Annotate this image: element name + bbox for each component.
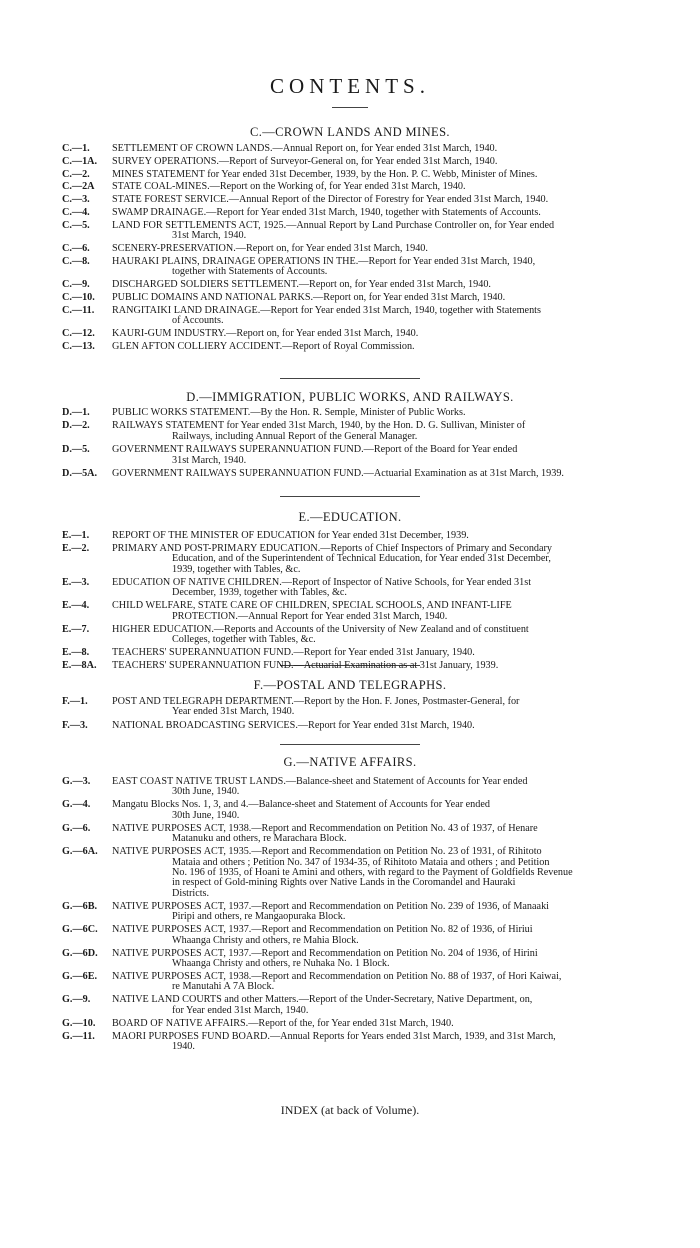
entry-code: C.—10. — [62, 291, 95, 303]
entry-title: REPORT OF THE MINISTER OF EDUCATION for Year ended 31st December, 1939. — [112, 530, 469, 541]
contents-entry — [62, 777, 670, 798]
contents-entry — [62, 469, 670, 479]
entry-continuation: of Accounts. — [172, 315, 224, 326]
entry-continuation: 31st March, 1940. — [172, 454, 247, 466]
contents-entry — [62, 601, 670, 622]
entry-title: BOARD OF NATIVE AFFAIRS.—Report of the, for Year ended 31st March, 1940. — [112, 1017, 454, 1029]
entry-title: NATIVE PURPOSES ACT, 1938.—Report and Recommendation on Petition No. 43 of 1937, of Henare — [112, 822, 538, 834]
entry-continuation: Districts. — [172, 887, 210, 899]
contents-entry — [62, 170, 670, 180]
entry-title: SETTLEMENT OF CROWN LANDS.—Annual Report on, for Year ended 31st March, 1940. — [112, 143, 498, 154]
entry-continuation: Year ended 31st March, 1940. — [172, 706, 295, 718]
contents-entry — [62, 306, 670, 327]
entry-continuation: together with Statements of Accounts. — [172, 266, 328, 278]
entry-title: GOVERNMENT RAILWAYS SUPERANNUATION FUND.—Actuarial Examination as at 31st March, 1939. — [112, 468, 564, 479]
entry-code: E.—8. — [62, 647, 90, 658]
contents-entry — [62, 531, 670, 541]
title-rule — [332, 107, 368, 108]
contents-entry — [62, 329, 670, 339]
entry-code: D.—5A. — [62, 468, 98, 479]
entry-continuation: 30th June, 1940. — [172, 786, 240, 798]
entry-code: E.—3. — [62, 576, 90, 588]
contents-entry — [62, 280, 670, 290]
entry-title: STATE COAL-MINES.—Report on the Working of, for Year ended 31st March, 1940. — [112, 181, 466, 193]
contents-entry — [62, 221, 670, 242]
entry-code: C.—6. — [62, 243, 90, 254]
entry-continuation: Whaanga Christy and others, re Mahia Block. — [172, 934, 359, 946]
entry-title: HIGHER EDUCATION.—Reports and Accounts of the University of New Zealand and of constituent — [112, 623, 529, 635]
entry-code: E.—1. — [62, 530, 90, 541]
contents-entry — [62, 1032, 670, 1053]
entry-continuation: in respect of Gold-mining Rights over Native Lands in the Coromandel and Hauraki — [172, 877, 516, 889]
entry-continuation: Colleges, together with Tables, &c. — [172, 634, 316, 645]
entry-code: E.—8A. — [62, 660, 97, 671]
contents-entry — [62, 902, 670, 923]
contents-entry — [62, 293, 670, 303]
entry-title: SCENERY-PRESERVATION.—Report on, for Year ended 31st March, 1940. — [112, 243, 428, 254]
contents-entry — [62, 157, 670, 167]
contents-entry — [62, 995, 670, 1016]
contents-entry — [62, 824, 670, 845]
entry-continuation: 31st March, 1940. — [172, 230, 247, 242]
contents-entry — [62, 208, 670, 218]
contents-entry — [62, 1019, 670, 1029]
entry-title: NATIVE PURPOSES ACT, 1937.—Report and Recommendation on Petition No. 239 of 1936, of Manaaki — [112, 900, 549, 912]
contents-entry — [62, 445, 670, 466]
contents-entry — [62, 342, 670, 352]
entry-continuation: Piripi and others, re Mangaopuraka Block. — [172, 911, 346, 923]
entry-title: EDUCATION OF NATIVE CHILDREN.—Report of Inspector of Native Schools, for Year ended 31st — [112, 576, 532, 588]
entry-code: C.—11. — [62, 304, 95, 316]
entry-title: Mangatu Blocks Nos. 1, 3, and 4.—Balance-sheet and Statement of Accounts for Year ended — [112, 799, 490, 811]
contents-entry — [62, 421, 670, 442]
entry-code: E.—2. — [62, 543, 90, 554]
entry-title: SWAMP DRAINAGE.—Report for Year ended 31st March, 1940, together with Statements of Accounts. — [112, 207, 541, 218]
entry-continuation: Matanuku and others, re Marachara Block. — [172, 833, 347, 845]
contents-entry — [62, 578, 670, 599]
section-heading-f: F.—POSTAL AND TELEGRAPHS. — [253, 678, 447, 692]
entry-code: G.—6. — [62, 822, 91, 834]
entry-title: EAST COAST NATIVE TRUST LANDS.—Balance-sheet and Statement of Accounts for Year ended — [112, 776, 528, 787]
entry-title: STATE FOREST SERVICE.—Annual Report of the Director of Forestry for Year ended 31st March, 1940. — [112, 194, 549, 206]
contents-entry — [62, 625, 670, 646]
section-heading-e: E.—EDUCATION. — [298, 510, 402, 524]
entry-code: G.—11. — [62, 1030, 95, 1042]
contents-entry — [62, 648, 670, 658]
entry-continuation: 30th June, 1940. — [172, 809, 240, 821]
section-divider — [280, 496, 420, 497]
entry-continuation: Education, and of the Superintendent of Technical Education, for Year ended 31st December, — [172, 553, 551, 565]
entry-code: C.—2A — [62, 181, 95, 193]
contents-entry — [62, 195, 670, 205]
entry-code: G.—10. — [62, 1017, 96, 1029]
entry-title: LAND FOR SETTLEMENTS ACT, 1925.—Annual Report by Land Purchase Controller on, for Year ended — [112, 219, 555, 231]
section-divider — [280, 744, 420, 745]
entry-title: PRIMARY AND POST-PRIMARY EDUCATION.—Reports of Chief Inspectors of Primary and Secondary — [112, 543, 553, 554]
contents-entry — [62, 949, 670, 970]
entry-title: NATIONAL BROADCASTING SERVICES.—Report for Year ended 31st March, 1940. — [112, 720, 475, 732]
page-title: CONTENTS. — [270, 74, 430, 98]
entry-code: G.—3. — [62, 776, 91, 787]
entry-title: KAURI-GUM INDUSTRY.—Report on, for Year ended 31st March, 1940. — [112, 327, 419, 339]
entry-code: C.—1. — [62, 143, 90, 154]
contents-entry — [62, 697, 670, 718]
entry-code: C.—4. — [62, 207, 90, 218]
contents-entry — [62, 972, 670, 993]
contents-entry — [62, 257, 670, 278]
entry-code: C.—13. — [62, 340, 95, 352]
entry-title: DISCHARGED SOLDIERS SETTLEMENT.—Report on, for Year ended 31st March, 1940. — [112, 279, 491, 290]
entry-code: C.—9. — [62, 279, 90, 290]
entry-code: G.—6A. — [62, 846, 98, 858]
entry-continuation: Whaanga Christy and others, re Nuhaka No. 1 Block. — [172, 958, 390, 969]
entry-title: NATIVE PURPOSES ACT, 1937.—Report and Recommendation on Petition No. 82 of 1936, of Hiriui — [112, 924, 533, 936]
entry-continuation: December, 1939, together with Tables, &c. — [172, 587, 347, 599]
section-heading-c: C.—CROWN LANDS AND MINES. — [250, 125, 450, 139]
section-heading-g: G.—NATIVE AFFAIRS. — [283, 755, 417, 769]
contents-entry — [62, 800, 670, 821]
entry-title: PUBLIC WORKS STATEMENT.—By the Hon. R. Semple, Minister of Public Works. — [112, 407, 466, 418]
entry-continuation: Mataia and others ; Petition No. 347 of 1934-35, of Rihitoto Mataia and others ; and Petition — [172, 856, 550, 868]
section-heading-d: D.—IMMIGRATION, PUBLIC WORKS, AND RAILWAYS. — [186, 390, 514, 404]
entry-code: C.—3. — [62, 194, 90, 206]
entry-title: NATIVE PURPOSES ACT, 1935.—Report and Recommendation on Petition No. 23 of 1931, of Rihitoto — [112, 846, 542, 858]
entry-continuation: PROTECTION.—Annual Report for Year ended 31st March, 1940. — [172, 610, 448, 622]
entry-code: D.—2. — [62, 420, 90, 432]
contents-entry — [62, 244, 670, 254]
contents-entry — [62, 144, 670, 154]
entry-title: PUBLIC DOMAINS AND NATIONAL PARKS.—Report on, for Year ended 31st March, 1940. — [112, 291, 506, 303]
entry-code: G.—9. — [62, 994, 91, 1006]
entry-code: C.—8. — [62, 255, 90, 267]
entry-title: HAURAKI PLAINS, DRAINAGE OPERATIONS IN THE.—Report for Year ended 31st March, 1940, — [112, 255, 536, 267]
entry-code: C.—1A. — [62, 155, 98, 167]
entry-continuation: for Year ended 31st March, 1940. — [172, 1004, 309, 1016]
entry-continuation: re Manutahi A 7A Block. — [172, 981, 275, 993]
contents-entry — [62, 925, 670, 946]
entry-title: POST AND TELEGRAPH DEPARTMENT.—Report by the Hon. F. Jones, Postmaster-General, for — [112, 696, 520, 707]
contents-entry — [62, 408, 670, 418]
entry-code: D.—1. — [62, 407, 90, 418]
entry-title: NATIVE PURPOSES ACT, 1938.—Report and Recommendation on Petition No. 88 of 1937, of Hori Kaiwai, — [112, 971, 562, 982]
contents-entry — [62, 182, 670, 192]
index-note: INDEX (at back of Volume). — [280, 1103, 420, 1117]
entry-title: RAILWAYS STATEMENT for Year ended 31st March, 1940, by the Hon. D. G. Sullivan, Minister of — [112, 420, 526, 432]
entry-code: G.—4. — [62, 799, 91, 811]
entry-continuation: No. 196 of 1935, of Hoani te Amini and others, with regard to the Payment of Goldfields Revenue — [172, 867, 573, 878]
entry-code: F.—1. — [62, 696, 88, 707]
entry-title: TEACHERS' SUPERANNUATION FUND.—Actuarial Examination as at 31st January, 1939. — [112, 660, 499, 671]
entry-code: E.—4. — [62, 600, 90, 612]
entry-title: MAORI PURPOSES FUND BOARD.—Annual Reports for Years ended 31st March, 1939, and 31st March, — [112, 1030, 556, 1042]
entry-code: C.—5. — [62, 219, 90, 231]
contents-entry — [62, 721, 670, 731]
entry-title: RANGITAIKI LAND DRAINAGE.—Report for Year ended 31st March, 1940, together with Statements — [112, 304, 541, 316]
entry-title: MINES STATEMENT for Year ended 31st December, 1939, by the Hon. P. C. Webb, Minister of Mines. — [112, 168, 538, 180]
entry-title: GOVERNMENT RAILWAYS SUPERANNUATION FUND.—Report of the Board for Year ended — [112, 444, 518, 456]
entry-title: NATIVE PURPOSES ACT, 1937.—Report and Recommendation on Petition No. 204 of 1936, of Hirini — [112, 947, 538, 959]
contents-entry — [62, 661, 670, 671]
entry-continuation: 1939, together with Tables, &c. — [172, 563, 301, 575]
entry-title: SURVEY OPERATIONS.—Report of Surveyor-General on, for Year ended 31st March, 1940. — [112, 155, 498, 167]
entry-continuation: Railways, including Annual Report of the General Manager. — [172, 430, 418, 442]
entry-code: D.—5. — [62, 444, 90, 456]
entry-code: G.—6E. — [62, 971, 98, 982]
entry-code: C.—12. — [62, 327, 95, 339]
section-divider — [280, 378, 420, 379]
entry-continuation: 1940. — [172, 1041, 195, 1053]
entry-code: E.—7. — [62, 623, 90, 635]
entry-title: NATIVE LAND COURTS and other Matters.—Report of the Under-Secretary, Native Department, on, — [112, 994, 533, 1006]
entry-code: C.—2. — [62, 168, 90, 180]
contents-entry — [62, 847, 670, 899]
entry-code: G.—6C. — [62, 924, 98, 936]
contents-entry — [62, 544, 670, 575]
entry-code: G.—6B. — [62, 900, 98, 912]
entry-title: TEACHERS' SUPERANNUATION FUND.—Report for Year ended 31st January, 1940. — [112, 647, 475, 658]
entry-title: GLEN AFTON COLLIERY ACCIDENT.—Report of Royal Commission. — [112, 340, 415, 352]
entry-code: G.—6D. — [62, 947, 98, 959]
entry-code: F.—3. — [62, 720, 88, 732]
entry-title: CHILD WELFARE, STATE CARE OF CHILDREN, SPECIAL SCHOOLS, AND INFANT-LIFE — [112, 600, 512, 612]
